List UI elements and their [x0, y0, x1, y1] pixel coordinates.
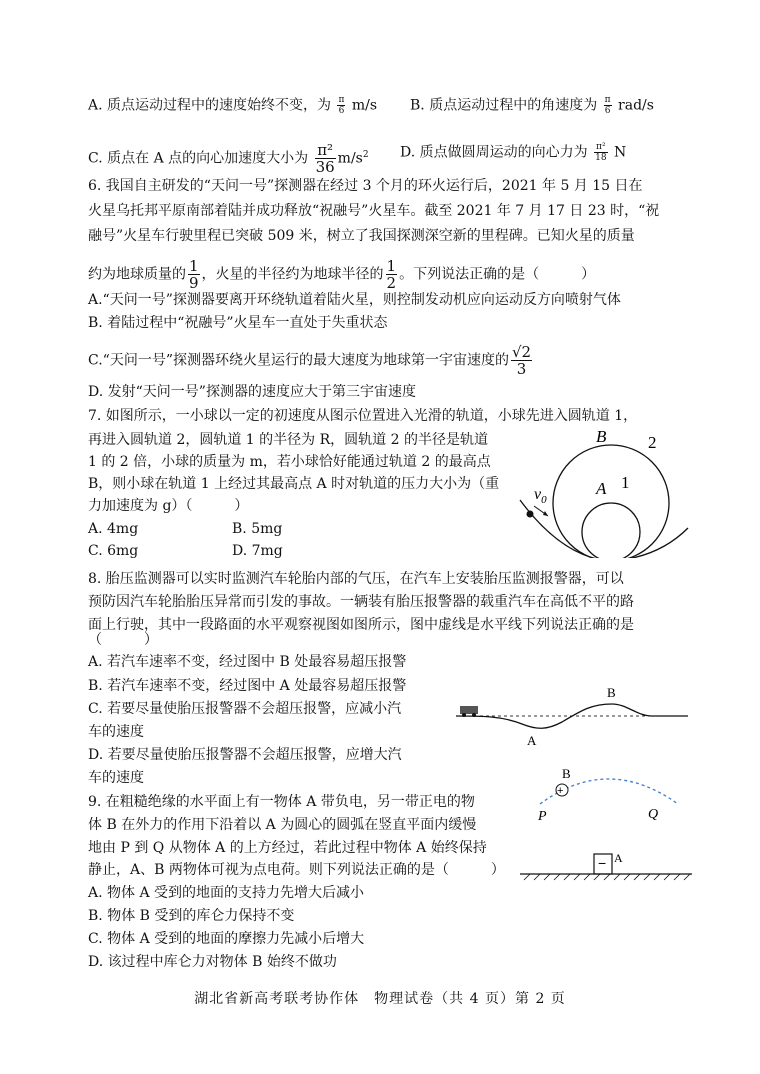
q7-option-d: D. 7mg — [232, 543, 283, 559]
q7-option-c: C. 6mg — [88, 543, 139, 559]
q7-line-2: 再进入圆轨道 2，圆轨道 1 的半径为 R，圆轨道 2 的半径是轨道 — [88, 432, 488, 448]
q8-label-b: B — [607, 685, 616, 700]
q7-label-1: 1 — [621, 473, 630, 492]
q5-option-a-fraction: $\frac{\pi}{6}$ — [338, 95, 345, 116]
q8-option-d-2: 车的速度 — [88, 770, 144, 786]
q9-option-d: D. 该过程中库仑力对物体 B 始终不做功 — [88, 954, 337, 970]
q8-road-profile-diagram — [452, 682, 692, 748]
q6-option-b: B. 着陆过程中“祝融号”火星车一直处于失重状态 — [88, 315, 388, 331]
page-footer: 湖北省新高考联考协作体 物理试卷（共 4 页）第 2 页 — [194, 991, 566, 1007]
q9-label-q: Q — [648, 807, 659, 822]
q7-loop-track-diagram — [508, 418, 692, 558]
q6-option-a: A.“天问一号”探测器要离开环绕轨道着陆火星，则控制发动机应向运动反方向喷射气体 — [88, 292, 621, 308]
q9-label-a: A — [614, 851, 623, 865]
q8-option-b: B. 若汽车速率不变，经过图中 A 处最容易超压报警 — [88, 678, 407, 694]
q5-option-d: D. 质点做圆周运动的向心力为 $\frac{\text{π²}}{18}$ N — [400, 142, 627, 163]
q7-line-5: 力加速度为 g）（ ） — [88, 498, 249, 514]
q8-line-3: 面上行驶，其中一段路面的水平观察视图如图所示，图中虚线是水平线下列说法正确的是 — [88, 617, 634, 633]
q9-line-1: 9. 在粗糙绝缘的水平面上有一物体 A 带负电，另一带正电的物 — [88, 794, 475, 810]
q7-track-1-circle — [582, 503, 640, 558]
q6-line-3: 融号”火星车行驶里程已突破 509 米，树立了我国探测深空新的里程碑。已知火星的质量 — [88, 228, 635, 244]
q6-option-c-fraction: $\frac{√2}{3}$ — [511, 343, 532, 378]
q5-option-c: C. 质点在 A 点的向心加速度大小为 $\frac{\text{π²}}{36}$ $m/s^2$ — [88, 141, 369, 176]
q9-line-3: 地由 P 到 Q 从物体 A 的上方经过，若此过程中物体 A 始终保持 — [88, 840, 487, 856]
q5-option-c-fraction: $\frac{\text{π²}}{36}$ — [315, 141, 335, 176]
q9-label-b: B — [562, 766, 571, 781]
q9-label-p: P — [538, 809, 547, 824]
q8-line-1: 8. 胎压监测器可以实时监测汽车轮胎内部的气压，在汽车上安装胎压监测报警器，可以 — [88, 571, 624, 587]
q9-minus-sign: − — [598, 855, 607, 871]
q9-ground-hatch — [524, 874, 690, 880]
q5-option-b-fraction: $\frac{\pi}{6}$ — [604, 95, 611, 116]
q8-label-a: A — [527, 733, 537, 748]
q8-option-c-1: C. 若要尽量使胎压报警器不会超压报警，应减小汽 — [88, 701, 402, 717]
q6-option-d: D. 发射“天问一号”探测器的速度应大于第三宇宙速度 — [88, 384, 416, 400]
q9-line-4: 静止，A、B 两物体可视为点电荷。则下列说法正确的是（ ） — [88, 862, 505, 878]
q5-option-b: B. 质点运动过程中的角速度为 $\frac{\pi}{6}$ rad/s — [410, 95, 654, 116]
q9-charge-arc-diagram — [516, 766, 696, 886]
q8-line-4: （ ） — [88, 632, 158, 648]
q7-option-b: B. 5mg — [232, 521, 283, 537]
q6-line-1: 6. 我国自主研发的“天问一号”探测器在经过 3 个月的环火运行后，2021 年 5 月 15 日在 — [88, 178, 643, 194]
q7-line-4: B，则小球在轨道 1 上经过其最高点 A 时对轨道的压力大小为（重 — [88, 476, 500, 492]
q7-label-b: B — [596, 427, 607, 446]
q7-line-1: 7. 如图所示，一小球以一定的初速度从图示位置进入光滑的轨道，小球先进入圆轨道 1， — [88, 408, 638, 424]
q9-line-2: 体 B 在外力的作用下沿着以 A 为圆心的圆弧在竖直平面内缓慢 — [88, 817, 477, 833]
q6-line-4: 约为地球质量的 $\frac{1}{9}$ ，火星的半径约为地球半径的 $\frac{1}{2}$ 。下列说法正确的是（ ） — [88, 257, 596, 292]
q9-option-a: A. 物体 A 受到的地面的支持力先增大后减小 — [88, 885, 365, 901]
q9-option-b: B. 物体 B 受到的库仑力保持不变 — [88, 908, 295, 924]
q8-option-a: A. 若汽车速率不变，经过图中 B 处最容易超压报警 — [88, 654, 407, 670]
q8-truck-icon — [460, 706, 478, 714]
q7-track-2-circle — [553, 445, 669, 558]
q6-line-2: 火星乌托邦平原南部着陆并成功释放“祝融号”火星车。截至 2021 年 7 月 17 日 23 时，“祝 — [88, 203, 660, 219]
q7-label-2: 2 — [648, 433, 657, 452]
q6-option-c: C.“天问一号”探测器环绕火星运行的最大速度为地球第一宇宙速度的 $\frac{√2}{3}$ — [88, 343, 532, 378]
q8-option-d-1: D. 若要尽量使胎压报警器不会超压报警，应增大汽 — [88, 747, 402, 763]
q7-option-a: A. 4mg — [88, 521, 139, 537]
q6-fraction-radius: $\frac{1}{2}$ — [386, 257, 397, 292]
q9-option-c: C. 物体 A 受到的地面的摩擦力先减小后增大 — [88, 931, 365, 947]
q9-plus-sign: + — [557, 785, 564, 797]
q7-line-3: 1 的 2 倍，小球的质量为 m，若小球恰好能通过轨道 2 的最高点 — [88, 454, 491, 470]
q7-label-a: A — [596, 479, 607, 498]
q8-option-c-2: 车的速度 — [88, 724, 144, 740]
q6-fraction-mass: $\frac{1}{9}$ — [189, 257, 199, 292]
q8-road-surface — [456, 704, 688, 728]
q5-option-d-fraction: $\frac{\text{π²}}{18}$ — [595, 142, 607, 163]
q7-label-v0: $v_0$ — [534, 486, 547, 506]
q5-option-a: A. 质点运动过程中的速度始终不变，为 $\frac{\pi}{6}$ m/s — [88, 95, 378, 116]
q8-line-2: 预防因汽车轮胎胎压异常而引发的事故。一辆装有胎压报警器的载重汽车在高低不平的路 — [88, 594, 634, 610]
q7-ball — [527, 511, 534, 518]
